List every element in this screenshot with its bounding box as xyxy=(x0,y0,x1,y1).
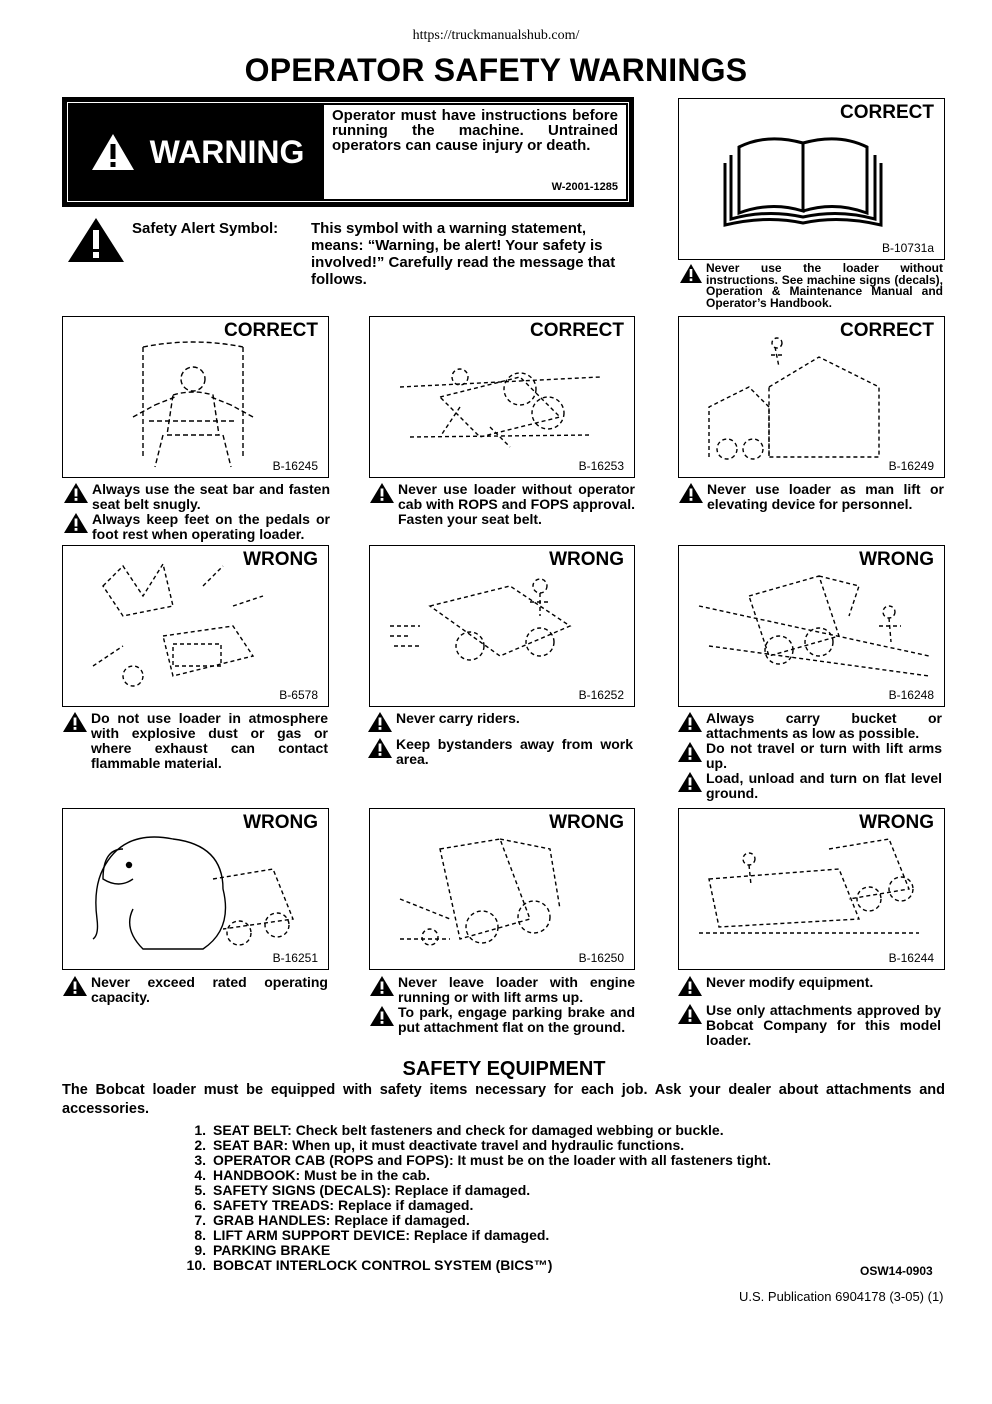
list-item: 5. SAFETY SIGNS (DECALS): Replace if damaged. xyxy=(194,1182,531,1198)
page-title: OPERATOR SAFETY WARNINGS xyxy=(244,52,748,88)
safety-equipment-list xyxy=(176,1123,771,1273)
elephant-loader-illustration xyxy=(63,809,327,967)
caption-seat-bar: Always use the seat bar and fasten seat belt snugly. Always keep feet on the pedals or foot rest when operating loader. xyxy=(64,482,330,542)
manual-caption: Never use the loader without instructions. See machine signs (decals), Operation & Maintenance Manual and Operator’s Handbook. xyxy=(680,263,943,309)
operator-seated-illustration xyxy=(63,317,327,475)
loader-house-illustration xyxy=(679,317,943,475)
warning-triangle-icon xyxy=(679,483,703,503)
panel-code: B-16245 xyxy=(272,459,318,473)
publication-number: U.S. Publication 6904178 (3-05) (1) xyxy=(739,1289,944,1304)
panel-code: B-16248 xyxy=(888,688,934,702)
panel-code: B-16249 xyxy=(888,459,934,473)
warning-triangle-icon xyxy=(368,712,392,732)
list-item: 3. OPERATOR CAB (ROPS and FOPS): It must be on the loader with all fasteners tight. xyxy=(194,1152,771,1168)
warning-triangle-icon xyxy=(680,264,702,283)
list-item: 1. SEAT BELT: Check belt fasteners and check for damaged webbing or buckle. xyxy=(194,1122,724,1138)
panel-title: WRONG xyxy=(243,812,318,833)
panel-title: WRONG xyxy=(549,812,624,833)
warning-triangle-icon xyxy=(678,712,702,732)
warning-box xyxy=(62,97,634,207)
list-item: 8. LIFT ARM SUPPORT DEVICE: Replace if damaged. xyxy=(194,1227,550,1243)
panel-title: CORRECT xyxy=(224,320,318,341)
panel-engine-running xyxy=(369,808,635,970)
list-item: 4. HANDBOOK: Must be in the cab. xyxy=(194,1167,431,1183)
warning-triangle-icon xyxy=(368,738,392,758)
list-item: 9. PARKING BRAKE xyxy=(194,1242,331,1258)
panel-explosive xyxy=(62,545,329,707)
panel-code: B-16244 xyxy=(888,951,934,965)
document-code: OSW14-0903 xyxy=(860,1264,933,1278)
warning-triangle-icon xyxy=(678,772,702,792)
manual-panel xyxy=(678,98,945,260)
warning-code: W-2001-1285 xyxy=(551,181,618,193)
panel-title: WRONG xyxy=(243,549,318,570)
panel-code: B-16253 xyxy=(578,459,624,473)
list-item: 10. BOBCAT INTERLOCK CONTROL SYSTEM (BICS™) xyxy=(186,1257,553,1273)
warning-triangle-icon xyxy=(678,742,702,762)
unattended-loader-illustration xyxy=(370,809,634,967)
warning-triangle-icon xyxy=(64,483,88,503)
safety-alert-triangle-icon xyxy=(66,216,126,264)
warning-triangle-icon xyxy=(63,976,87,996)
panel-code: B-16250 xyxy=(578,951,624,965)
warning-triangle-icon xyxy=(90,132,136,172)
panel-code: B-6578 xyxy=(279,688,318,702)
warning-triangle-icon xyxy=(370,483,394,503)
warning-message: Operator must have instructions before running the machine. Untrained operators can cause injury or death. xyxy=(332,107,618,154)
panel-bucket-low xyxy=(678,545,945,707)
warning-triangle-icon xyxy=(678,1004,702,1024)
warning-triangle-icon xyxy=(370,1006,394,1026)
explosion-illustration xyxy=(63,546,327,704)
caption-bucket-low: Always carry bucket or attachments as low as possible. Do not travel or turn with lift arms up. Load, unload and turn on flat level ground. xyxy=(678,711,942,801)
panel-title: CORRECT xyxy=(840,102,934,123)
caption-man-lift: Never use loader as man lift or elevating device for personnel. xyxy=(679,482,944,512)
panel-seat-bar xyxy=(62,316,329,478)
panel-title: WRONG xyxy=(859,812,934,833)
panel-man-lift xyxy=(678,316,945,478)
safety-equipment-intro: The Bobcat loader must be equipped with safety items necessary for each job. Ask your dealer about attachments and accessories. xyxy=(62,1082,945,1117)
caption-riders: Never carry riders. Keep bystanders away from work area. xyxy=(368,711,633,767)
list-item: 6. SAFETY TREADS: Replace if damaged. xyxy=(194,1197,474,1213)
panel-title: CORRECT xyxy=(840,320,934,341)
safety-alert-label: Safety Alert Symbol: xyxy=(132,220,279,237)
caption-rops-fops: Never use loader without operator cab with ROPS and FOPS approval. Fasten your seat belt. xyxy=(370,482,635,527)
panel-title: CORRECT xyxy=(530,320,624,341)
warning-triangle-icon xyxy=(63,712,87,732)
panel-capacity xyxy=(62,808,329,970)
safety-alert-text: This symbol with a warning statement, means: “Warning, be alert! Your safety is involved!” Carefully read the message that follows. xyxy=(311,220,616,288)
caption-capacity: Never exceed rated operating capacity. xyxy=(63,975,328,1005)
safety-equipment-title: SAFETY EQUIPMENT xyxy=(402,1058,606,1080)
warning-message-area xyxy=(324,105,626,199)
panel-code: B-16251 xyxy=(272,951,318,965)
modified-bucket-illustration xyxy=(679,809,943,967)
panel-rops-fops xyxy=(369,316,635,478)
caption-modify: Never modify equipment. Use only attachments approved by Bobcat Company for this model loader. xyxy=(678,975,941,1048)
caption-explosive: Do not use loader in atmosphere with explosive dust or gas or where exhaust can contact flammable material. xyxy=(63,711,328,771)
panel-title: WRONG xyxy=(859,549,934,570)
panel-title: WRONG xyxy=(549,549,624,570)
warning-triangle-icon xyxy=(64,513,88,533)
riders-loader-illustration xyxy=(370,546,634,704)
panel-modify xyxy=(678,808,945,970)
list-item: 7. GRAB HANDLES: Replace if damaged. xyxy=(194,1212,470,1228)
panel-code: B-16252 xyxy=(578,688,624,702)
warning-triangle-icon xyxy=(370,976,394,996)
warning-label-text: WARNING xyxy=(149,133,305,170)
source-url[interactable]: https://truckmanualshub.com/ xyxy=(412,28,580,43)
rollover-loader-illustration xyxy=(370,317,634,475)
tipping-loader-illustration xyxy=(679,546,943,704)
panel-code: B-10731a xyxy=(881,241,934,255)
warning-triangle-icon xyxy=(678,976,702,996)
open-book-illustration xyxy=(679,99,943,257)
caption-engine-running: Never leave loader with engine running or with lift arms up. To park, engage parking brake and put attachment flat on the ground. xyxy=(370,975,635,1035)
panel-riders xyxy=(369,545,635,707)
warning-label xyxy=(72,107,322,197)
list-item: 2. SEAT BAR: When up, it must deactivate travel and hydraulic functions. xyxy=(194,1137,685,1153)
